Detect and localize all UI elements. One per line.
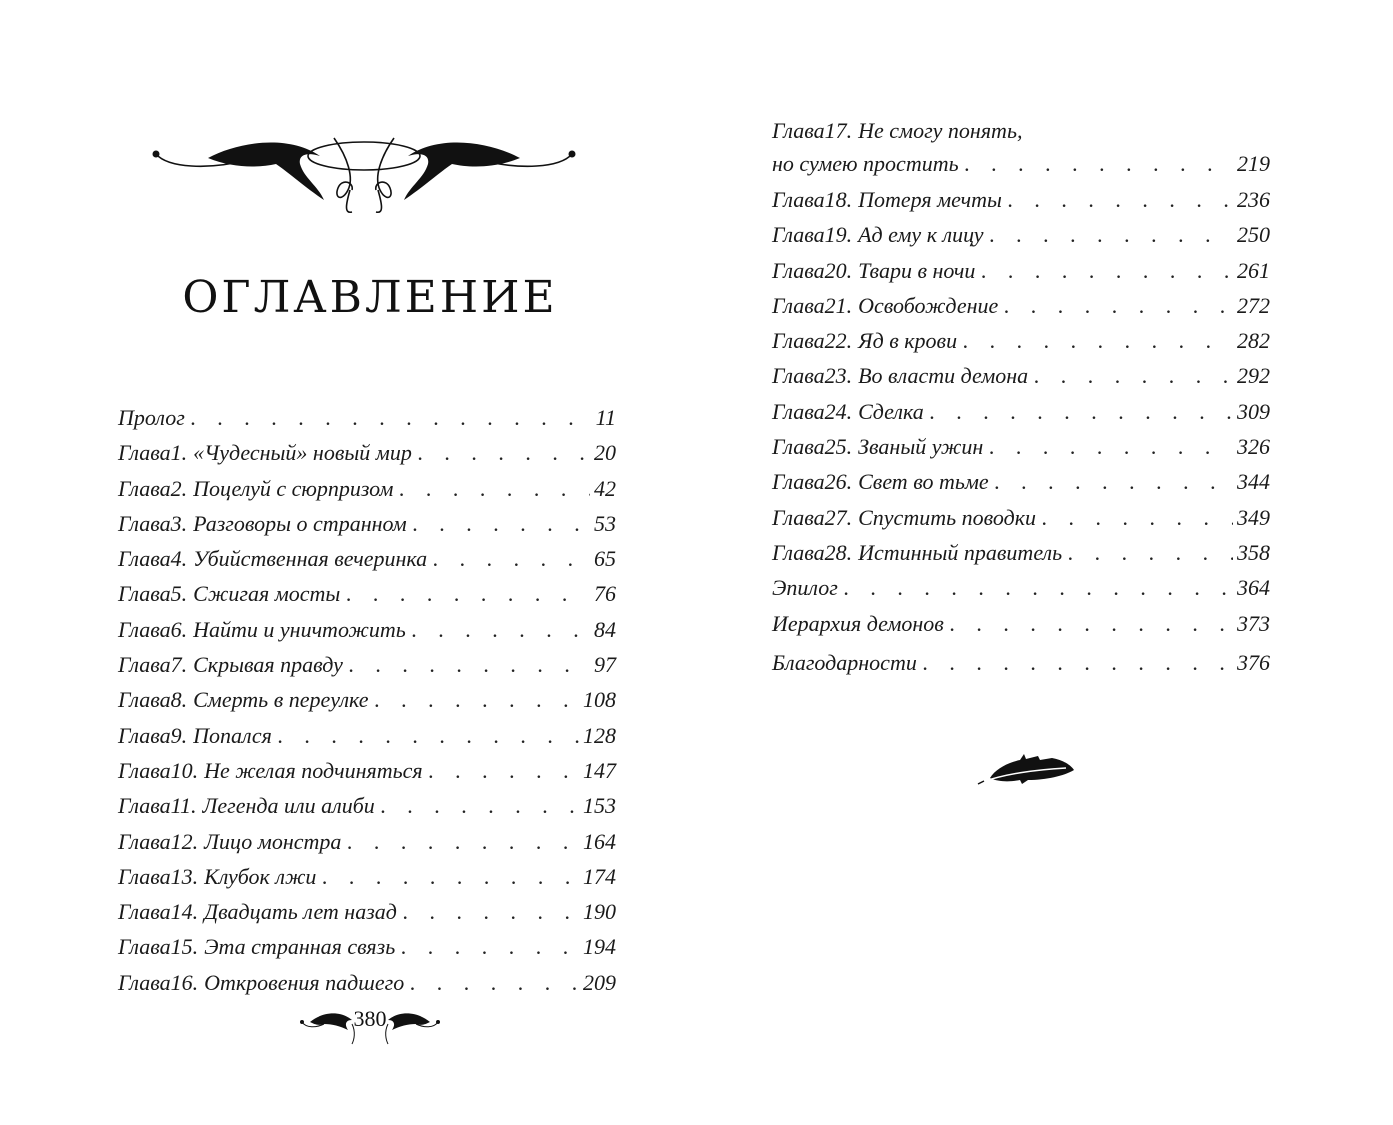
toc-entry[interactable]: [118, 647, 616, 682]
chapter-number: 17.: [824, 118, 853, 143]
toc-entry[interactable]: [772, 288, 1270, 323]
toc-entry-title: Сделка: [858, 398, 924, 424]
chapter-number: 12.: [170, 828, 199, 854]
leader-dots: [959, 146, 1233, 182]
chapter-number: 20.: [824, 257, 853, 283]
toc-entry-page: 174: [583, 863, 616, 889]
page-title: ОГЛАВЛЕНИЕ: [182, 272, 558, 323]
leader-dots: [375, 788, 579, 823]
chapter-label: Глава: [118, 546, 171, 572]
feather-ornament-icon: [976, 748, 1076, 788]
chapter-label: Глава: [772, 363, 825, 389]
leader-dots: [272, 718, 579, 753]
toc-entry-title: Иерархия демонов: [772, 610, 944, 636]
toc-entry-page: 373: [1237, 610, 1270, 636]
leader-dots: [341, 824, 579, 859]
toc-entry-title: Эпилог: [772, 575, 838, 601]
toc-entry-title: Сжигая мосты: [193, 581, 341, 607]
leader-dots: [340, 576, 590, 611]
toc-entry[interactable]: [772, 116, 1270, 146]
toc-entry-page: 20: [594, 440, 616, 466]
flourish-ornament-icon: [148, 128, 580, 214]
leader-dots: [369, 682, 579, 717]
chapter-label: Глава: [118, 687, 171, 713]
chapter-number: 24.: [824, 398, 853, 424]
leader-dots: [343, 647, 590, 682]
leader-dots: [427, 541, 590, 576]
chapter-label: Глава: [118, 475, 171, 501]
toc-entry-page: 153: [583, 793, 616, 819]
leader-dots: [316, 859, 579, 894]
chapter-number: 23.: [824, 363, 853, 389]
toc-entry-title: Убийственная вечеринка: [193, 546, 428, 572]
chapter-number: 22.: [824, 328, 853, 354]
chapter-label: Глава: [772, 292, 825, 318]
toc-entry-page: 11: [595, 405, 616, 430]
toc-entry-title: Легенда или алиби: [202, 793, 375, 819]
chapter-number: 15.: [170, 934, 199, 960]
chapter-label: Глава: [118, 793, 171, 819]
toc-entry-title: Благодарности: [772, 649, 917, 675]
toc-entry[interactable]: [118, 435, 616, 470]
leader-dots: [1028, 358, 1233, 393]
toc-entry-page: 376: [1237, 649, 1270, 675]
toc-entry-title: Разговоры о странном: [193, 510, 407, 536]
toc-entry-title: Лицо монстра: [204, 828, 342, 854]
toc-entry-title: Клубок лжи: [204, 863, 317, 889]
chapter-number: 21.: [824, 292, 853, 318]
toc-entry-page: 108: [583, 687, 616, 713]
leader-dots: [395, 929, 579, 964]
leader-dots: [984, 217, 1233, 252]
chapter-label: Глава: [772, 222, 825, 248]
chapter-number: 7.: [170, 652, 188, 678]
chapter-label: Глава: [118, 969, 171, 995]
toc-entry-page: 250: [1237, 222, 1270, 248]
toc-entry[interactable]: [772, 253, 1270, 288]
toc-entry[interactable]: [118, 894, 616, 929]
toc-entry-continuation[interactable]: [772, 146, 1270, 182]
toc-entry-prologue[interactable]: [118, 400, 616, 435]
toc-entry-page: 147: [583, 757, 616, 783]
chapter-number: 14.: [170, 899, 199, 925]
toc-entry-page: 53: [594, 510, 616, 536]
toc-entry-page: 219: [1237, 151, 1270, 176]
toc-entry-page: 349: [1237, 504, 1270, 530]
toc-entry-page: 272: [1237, 292, 1270, 318]
toc-entry-page: 97: [594, 652, 616, 678]
toc-entry-page: 42: [594, 475, 616, 501]
toc-entry[interactable]: [772, 217, 1270, 252]
toc-entry[interactable]: [118, 788, 616, 823]
leader-dots: [404, 965, 579, 1000]
toc-entry-title: Во власти демона: [858, 363, 1029, 389]
toc-entry-title: Потеря мечты: [858, 187, 1002, 212]
toc-list-right[interactable]: [772, 116, 1270, 680]
toc-entry-page: 282: [1237, 328, 1270, 354]
toc-entry[interactable]: [118, 576, 616, 611]
chapter-number: 28.: [824, 539, 853, 565]
toc-entry-title: Спустить поводки: [858, 504, 1036, 530]
toc-entry[interactable]: [118, 612, 616, 647]
chapter-label: Глава: [118, 581, 171, 607]
toc-entry-title: Попался: [193, 722, 272, 748]
toc-entry-title: Освобождение: [858, 292, 999, 318]
chapter-number: 2.: [170, 475, 188, 501]
leader-dots: [1062, 535, 1233, 570]
chapter-label: Глава: [772, 118, 825, 143]
chapter-number: 11.: [170, 793, 197, 819]
chapter-label: Глава: [772, 434, 825, 460]
toc-entry-title: Не желая подчиняться: [204, 757, 423, 783]
toc-entry-title: Поцелуй с сюрпризом: [193, 475, 394, 501]
chapter-number: 26.: [824, 469, 853, 495]
left-page: [0, 0, 696, 1125]
chapter-number: 3.: [170, 510, 188, 536]
leader-dots: [423, 753, 579, 788]
leader-dots: [957, 323, 1233, 358]
toc-entry-title: Пролог: [118, 405, 185, 430]
toc-entry-page: 292: [1237, 363, 1270, 389]
toc-entry[interactable]: [118, 682, 616, 717]
chapter-label: Глава: [118, 440, 171, 466]
toc-entry[interactable]: [772, 464, 1270, 499]
leader-dots: [975, 253, 1233, 288]
chapter-label: Глава: [118, 652, 171, 678]
toc-entry-demon-hierarchy[interactable]: [772, 606, 1270, 641]
toc-entry-title: Твари в ночи: [858, 257, 976, 283]
chapter-number: 1.: [170, 440, 188, 466]
leader-dots: [412, 435, 590, 470]
toc-entry-title: Скрывая правду: [193, 652, 343, 678]
toc-entry-page: 344: [1237, 469, 1270, 495]
toc-entry-title: Двадцать лет назад: [204, 899, 397, 925]
chapter-label: Глава: [118, 616, 171, 642]
chapter-number: 16.: [170, 969, 199, 995]
toc-entry-page: 194: [583, 934, 616, 960]
chapter-number: 9.: [170, 722, 188, 748]
toc-entry-page: 164: [583, 828, 616, 854]
toc-entry[interactable]: [772, 323, 1270, 358]
chapter-number: 25.: [824, 434, 853, 460]
toc-entry-title-line2: но сумею простить: [772, 151, 959, 176]
leader-dots: [998, 288, 1233, 323]
leader-dots: [983, 429, 1233, 464]
chapter-label: Глава: [118, 899, 171, 925]
toc-entry[interactable]: [118, 753, 616, 788]
toc-entry[interactable]: [118, 471, 616, 506]
toc-entry-title: Найти и уничтожить: [193, 616, 406, 642]
toc-entry-page: 236: [1237, 187, 1270, 212]
toc-entry[interactable]: [118, 506, 616, 541]
leader-dots: [407, 506, 590, 541]
toc-entry-title: Не смогу понять,: [858, 118, 1023, 143]
leader-dots: [1002, 182, 1233, 217]
chapter-number: 13.: [170, 863, 199, 889]
chapter-label: Глава: [772, 257, 825, 283]
toc-entry[interactable]: [772, 358, 1270, 393]
chapter-label: Глава: [772, 328, 825, 354]
chapter-label: Глава: [118, 510, 171, 536]
right-page: [696, 0, 1393, 1125]
toc-entry-page: 65: [594, 546, 616, 572]
toc-entry[interactable]: [118, 859, 616, 894]
toc-entry-title: Ад ему к лицу: [858, 222, 984, 248]
toc-entry-page: 84: [594, 616, 616, 642]
chapter-number: 4.: [170, 546, 188, 572]
toc-entry-epilogue[interactable]: [772, 570, 1270, 605]
chapter-label: Глава: [772, 469, 825, 495]
toc-entry-page: 190: [583, 899, 616, 925]
chapter-label: Глава: [118, 828, 171, 854]
toc-entry-title: Смерть в переулке: [193, 687, 369, 713]
folio: [296, 1004, 444, 1048]
toc-entry-page: 261: [1237, 257, 1270, 283]
toc-entry[interactable]: [772, 500, 1270, 535]
toc-entry[interactable]: [118, 929, 616, 964]
toc-entry-page: 326: [1237, 434, 1270, 460]
toc-entry-title: Откровения падшего: [204, 969, 405, 995]
leader-dots: [944, 606, 1233, 641]
toc-entry-page: 364: [1237, 575, 1270, 601]
chapter-number: 18.: [824, 187, 853, 212]
chapter-label: Глава: [772, 187, 825, 212]
page-number: 380: [353, 1006, 387, 1031]
chapter-number: 10.: [170, 757, 199, 783]
toc-entry-page: 128: [583, 722, 616, 748]
chapter-label: Глава: [118, 863, 171, 889]
chapter-label: Глава: [118, 934, 171, 960]
toc-entry-page: 358: [1237, 539, 1270, 565]
toc-entry[interactable]: [772, 429, 1270, 464]
toc-entry-title: Званый ужин: [858, 434, 984, 460]
leader-dots: [185, 400, 592, 435]
toc-entry[interactable]: [118, 965, 616, 1000]
leader-dots: [838, 570, 1233, 605]
chapter-label: Глава: [772, 398, 825, 424]
toc-entry[interactable]: [118, 824, 616, 859]
leader-dots: [393, 471, 590, 506]
chapter-number: 27.: [824, 504, 853, 530]
toc-entry-title: Яд в крови: [858, 328, 958, 354]
toc-entry-acknowledgements[interactable]: [772, 645, 1270, 680]
chapter-number: 5.: [170, 581, 188, 607]
toc-entry-title: Истинный правитель: [858, 539, 1063, 565]
leader-dots: [924, 394, 1233, 429]
toc-entry-title: «Чудесный» новый мир: [193, 440, 412, 466]
leader-dots: [1036, 500, 1233, 535]
toc-entry[interactable]: [118, 541, 616, 576]
leader-dots: [397, 894, 579, 929]
toc-entry[interactable]: [772, 182, 1270, 217]
toc-entry-title: Эта странная связь: [204, 934, 396, 960]
toc-entry[interactable]: [118, 718, 616, 753]
leader-dots: [989, 464, 1233, 499]
toc-entry[interactable]: [772, 535, 1270, 570]
toc-list-left: [118, 400, 616, 1000]
toc-entry-title: Свет во тьме: [858, 469, 989, 495]
chapter-label: Глава: [118, 757, 171, 783]
leader-dots: [917, 645, 1233, 680]
toc-entry-page: 76: [594, 581, 616, 607]
chapter-number: 6.: [170, 616, 188, 642]
chapter-number: 19.: [824, 222, 853, 248]
chapter-label: Глава: [118, 722, 171, 748]
toc-entry-page: 309: [1237, 398, 1270, 424]
chapter-number: 8.: [170, 687, 188, 713]
chapter-label: Глава: [772, 504, 825, 530]
toc-entry-page: 209: [583, 969, 616, 995]
toc-entry[interactable]: [772, 394, 1270, 429]
leader-dots: [406, 612, 590, 647]
chapter-label: Глава: [772, 539, 825, 565]
